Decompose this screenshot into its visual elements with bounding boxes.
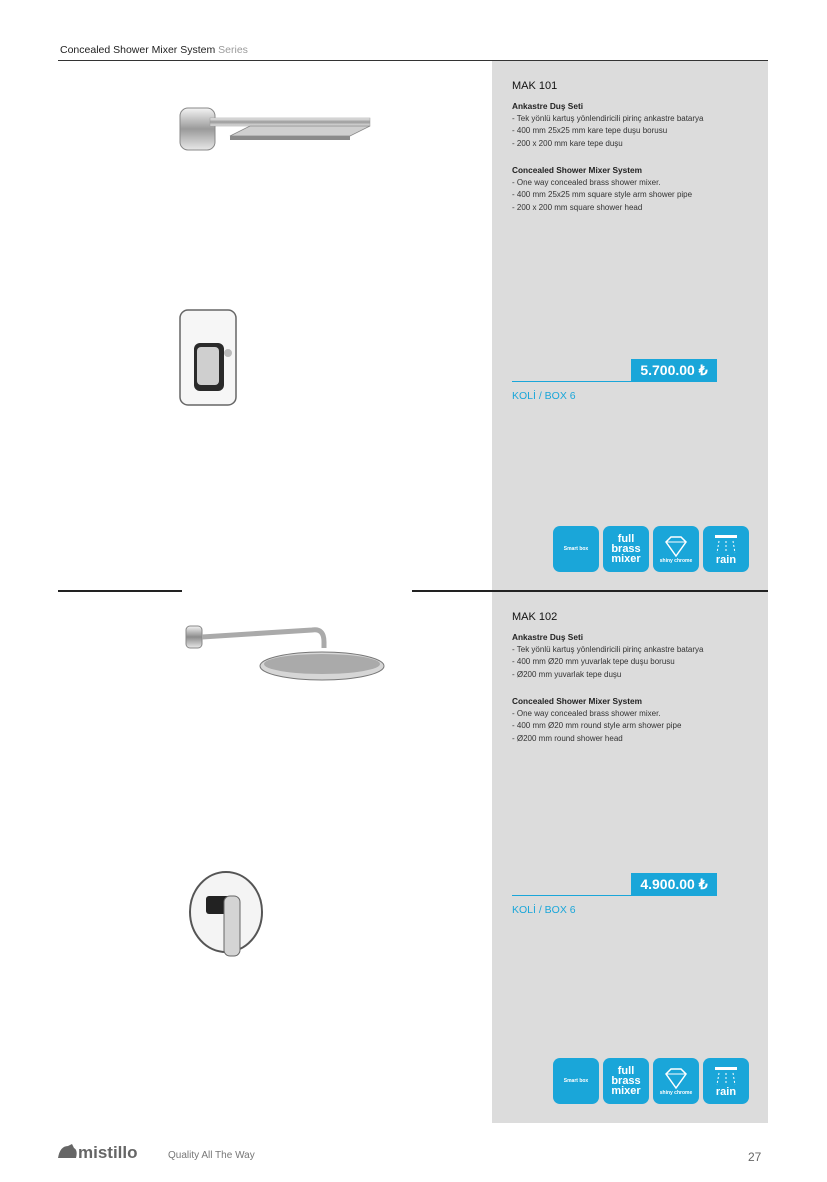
- box-quantity: KOLİ / BOX 6: [512, 390, 576, 402]
- full-brass-mixer-icon: full brass mixer: [603, 526, 649, 572]
- tagline: Quality All The Way: [168, 1150, 255, 1161]
- smart-box-icon: Smart box: [553, 526, 599, 572]
- price-tag: 4.900.00 ₺: [631, 873, 717, 895]
- rain-shower-icon: rain: [703, 1058, 749, 1104]
- section-divider-right: [412, 590, 768, 592]
- diamond-shiny-chrome-icon: shiny chrome: [653, 1058, 699, 1104]
- product-description: Ankastre Duş Seti - Tek yönlü kartuş yönlendiricili pirinç ankastre batarya - 400 mm Ø20 mm yuvarlak tepe duşu borusu - Ø200 mm yuvarlak tepe duşu Concealed Shower Mixer System - One way concealed brass shower mixer. - 400 mm Ø20 mm round style arm shower pipe - Ø200 mm round shower head: [512, 632, 704, 743]
- round-shower-head-image: [182, 612, 392, 702]
- price-tag: 5.700.00 ₺: [631, 359, 717, 381]
- full-brass-mixer-icon: full brass mixer: [603, 1058, 649, 1104]
- brand-logo: [58, 1140, 158, 1162]
- rain-shower-icon: rain: [703, 526, 749, 572]
- product-description: Ankastre Duş Seti - Tek yönlü kartuş yönlendiricili pirinç ankastre batarya - 400 mm 25x25 mm kare tepe duşu borusu - 200 x 200 mm kare tepe duşu Concealed Shower Mixer System - One way concealed brass shower mixer. - 400 mm 25x25 mm square style arm shower pipe - 200 x 200 mm square shower head: [512, 101, 704, 212]
- box-quantity: KOLİ / BOX 6: [512, 904, 576, 916]
- concealed-mixer-square-image: [172, 305, 242, 410]
- page-number: 27: [748, 1150, 762, 1164]
- square-shower-head-image: [170, 88, 380, 168]
- smart-box-icon: Smart box: [553, 1058, 599, 1104]
- product-code: MAK 101: [512, 80, 558, 92]
- section-divider-left: [58, 590, 182, 592]
- concealed-mixer-round-image: [186, 866, 266, 966]
- price-line: [512, 895, 717, 896]
- product-code: MAK 102: [512, 611, 558, 623]
- header-title: Concealed Shower Mixer System Series: [60, 44, 248, 56]
- svg-text:mistillo: mistillo: [78, 1143, 138, 1162]
- price-line: [512, 381, 717, 382]
- diamond-shiny-chrome-icon: shiny chrome: [653, 526, 699, 572]
